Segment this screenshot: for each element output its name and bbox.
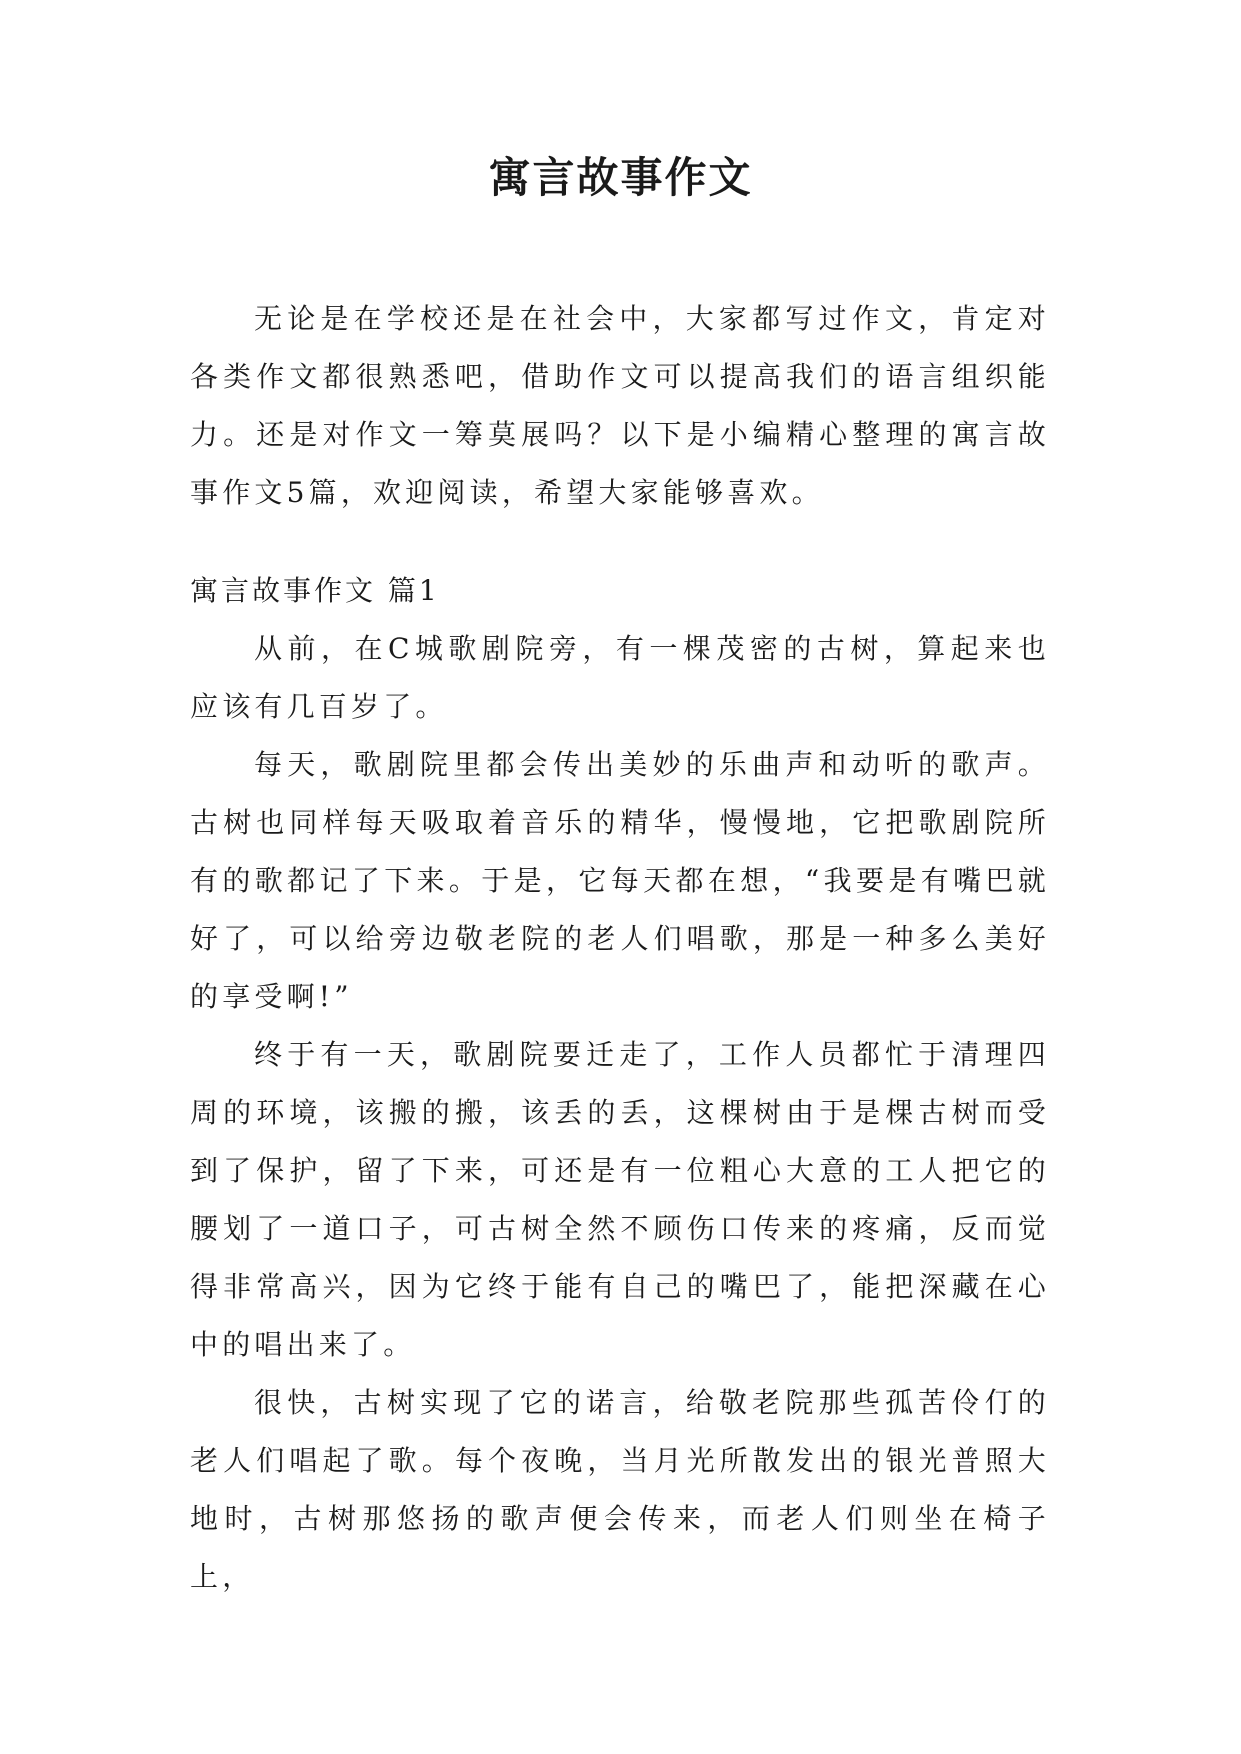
story-paragraph-1: 从前，在C城歌剧院旁，有一棵茂密的古树，算起来也应该有几百岁了。	[190, 632, 1050, 723]
document-body	[190, 290, 1050, 1606]
story-paragraph-4: 很快，古树实现了它的诺言，给敬老院那些孤苦伶仃的老人们唱起了歌。每个夜晚，当月光所散发出的银光普照大地时，古树那悠扬的歌声便会传来，而老人们则坐在椅子上，	[190, 1386, 1050, 1593]
story-paragraph-2: 每天，歌剧院里都会传出美妙的乐曲声和动听的歌声。古树也同样每天吸取着音乐的精华，慢慢地，它把歌剧院所有的歌都记了下来。于是，它每天都在想，“我要是有嘴巴就好了，可以给旁边敬老院的老人们唱歌，那是一种多么美好的享受啊!”	[190, 748, 1050, 1013]
document-title: 寓言故事作文	[488, 153, 753, 202]
story-paragraph-3: 终于有一天，歌剧院要迁走了，工作人员都忙于清理四周的环境，该搬的搬，该丢的丢，这棵树由于是棵古树而受到了保护，留了下来，可还是有一位粗心大意的工人把它的腰划了一道口子，可古树全然不顾伤口传来的疼痛，反而觉得非常高兴，因为它终于能有自己的嘴巴了，能把深藏在心中的唱出来了。	[190, 1038, 1050, 1361]
section-heading: 寓言故事作文 篇1	[190, 574, 440, 607]
intro-paragraph: 无论是在学校还是在社会中，大家都写过作文，肯定对各类作文都很熟悉吧，借助作文可以提高我们的语言组织能力。还是对作文一筹莫展吗？以下是小编精心整理的寓言故事作文5篇，欢迎阅读，希望大家能够喜欢。	[190, 302, 1050, 509]
